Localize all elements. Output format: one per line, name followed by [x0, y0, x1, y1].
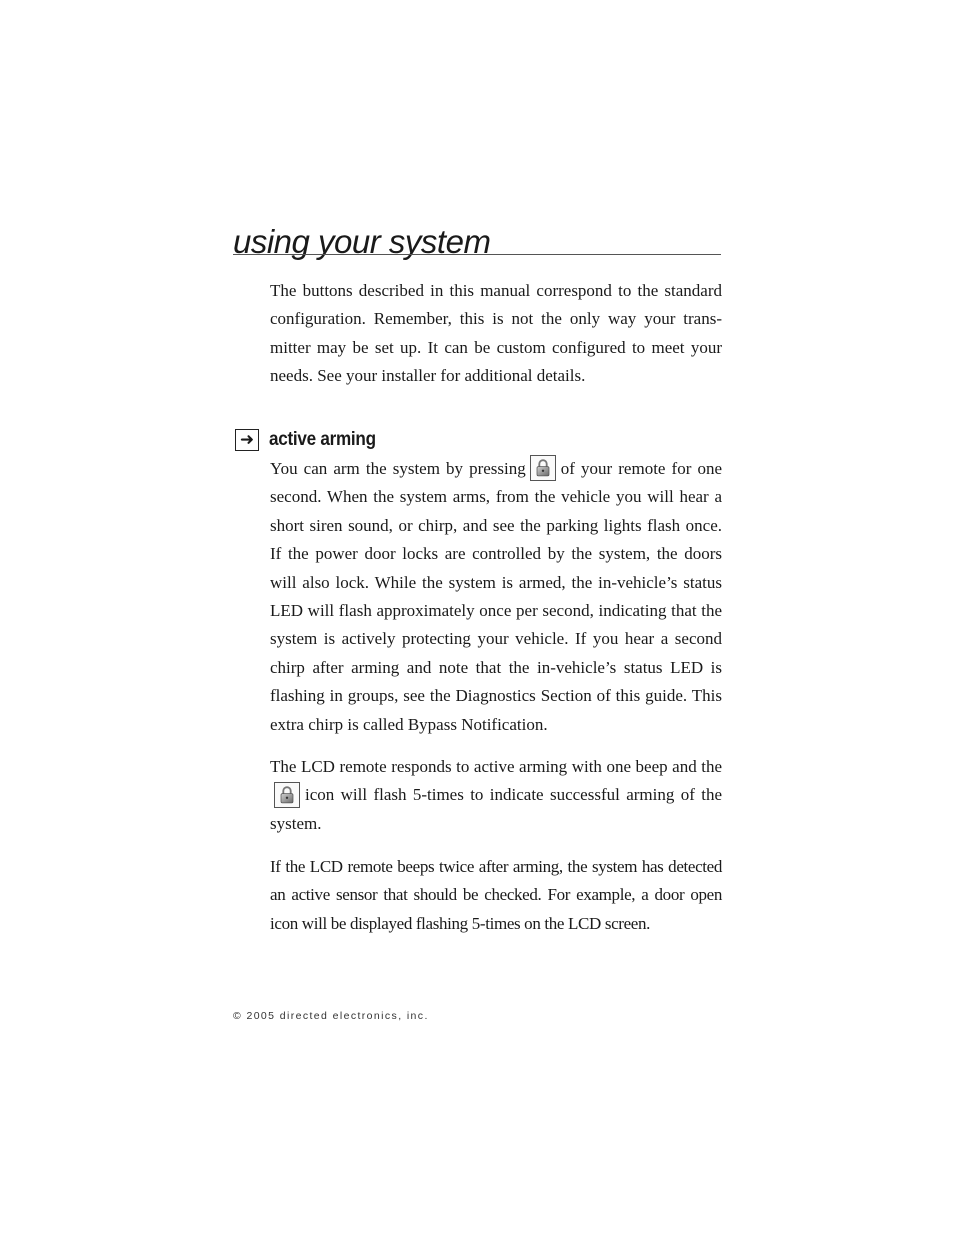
copyright-footer: © 2005 directed electronics, inc.	[233, 1010, 429, 1022]
lcd-paragraph	[270, 753, 722, 838]
right-arrow-icon: ➜	[235, 429, 259, 451]
lcd-text-after: icon will flash 5-times to indicate successful arming of the system.	[270, 785, 722, 833]
title-rule	[233, 254, 721, 255]
lcd-text-before: The LCD remote responds to active arming with one beep and the	[270, 757, 722, 776]
arming-text-before: You can arm the system by pressing	[270, 459, 526, 478]
arming-text-after: of your remote for one second. When the system arms, from the vehicle you will hear a short siren sound, or chirp, and see the parking lights flash once. If the power door locks are controlled by the system, the doors will also lock. While the system is armed, the in-vehicle’s status LED will flash approximately once per second, indicating that the system is actively protecting your vehicle. If you hear a second chirp after arming and note that the in-vehicle’s status LED is flashing in groups, see the Diagnostics Section of this guide. This extra chirp is called Bypass Notification.	[270, 459, 722, 734]
arming-paragraph	[270, 455, 722, 739]
sensor-paragraph: If the LCD remote beeps twice after arming, the system has detected an active sensor that should be checked. For example, a door open icon will be displayed flashing 5-times on the LCD screen.	[270, 857, 722, 933]
page-title: using your system	[233, 223, 491, 260]
padlock-icon	[530, 455, 556, 481]
padlock-icon	[274, 782, 300, 808]
section-heading	[235, 426, 388, 454]
intro-paragraph: The buttons described in this manual correspond to the standard configuration. Remember, this is not the only way your trans-mitter may be set up. It can be custom configured to meet your needs. See your installer for additional details.	[270, 281, 722, 386]
section-title: active arming	[269, 429, 376, 450]
